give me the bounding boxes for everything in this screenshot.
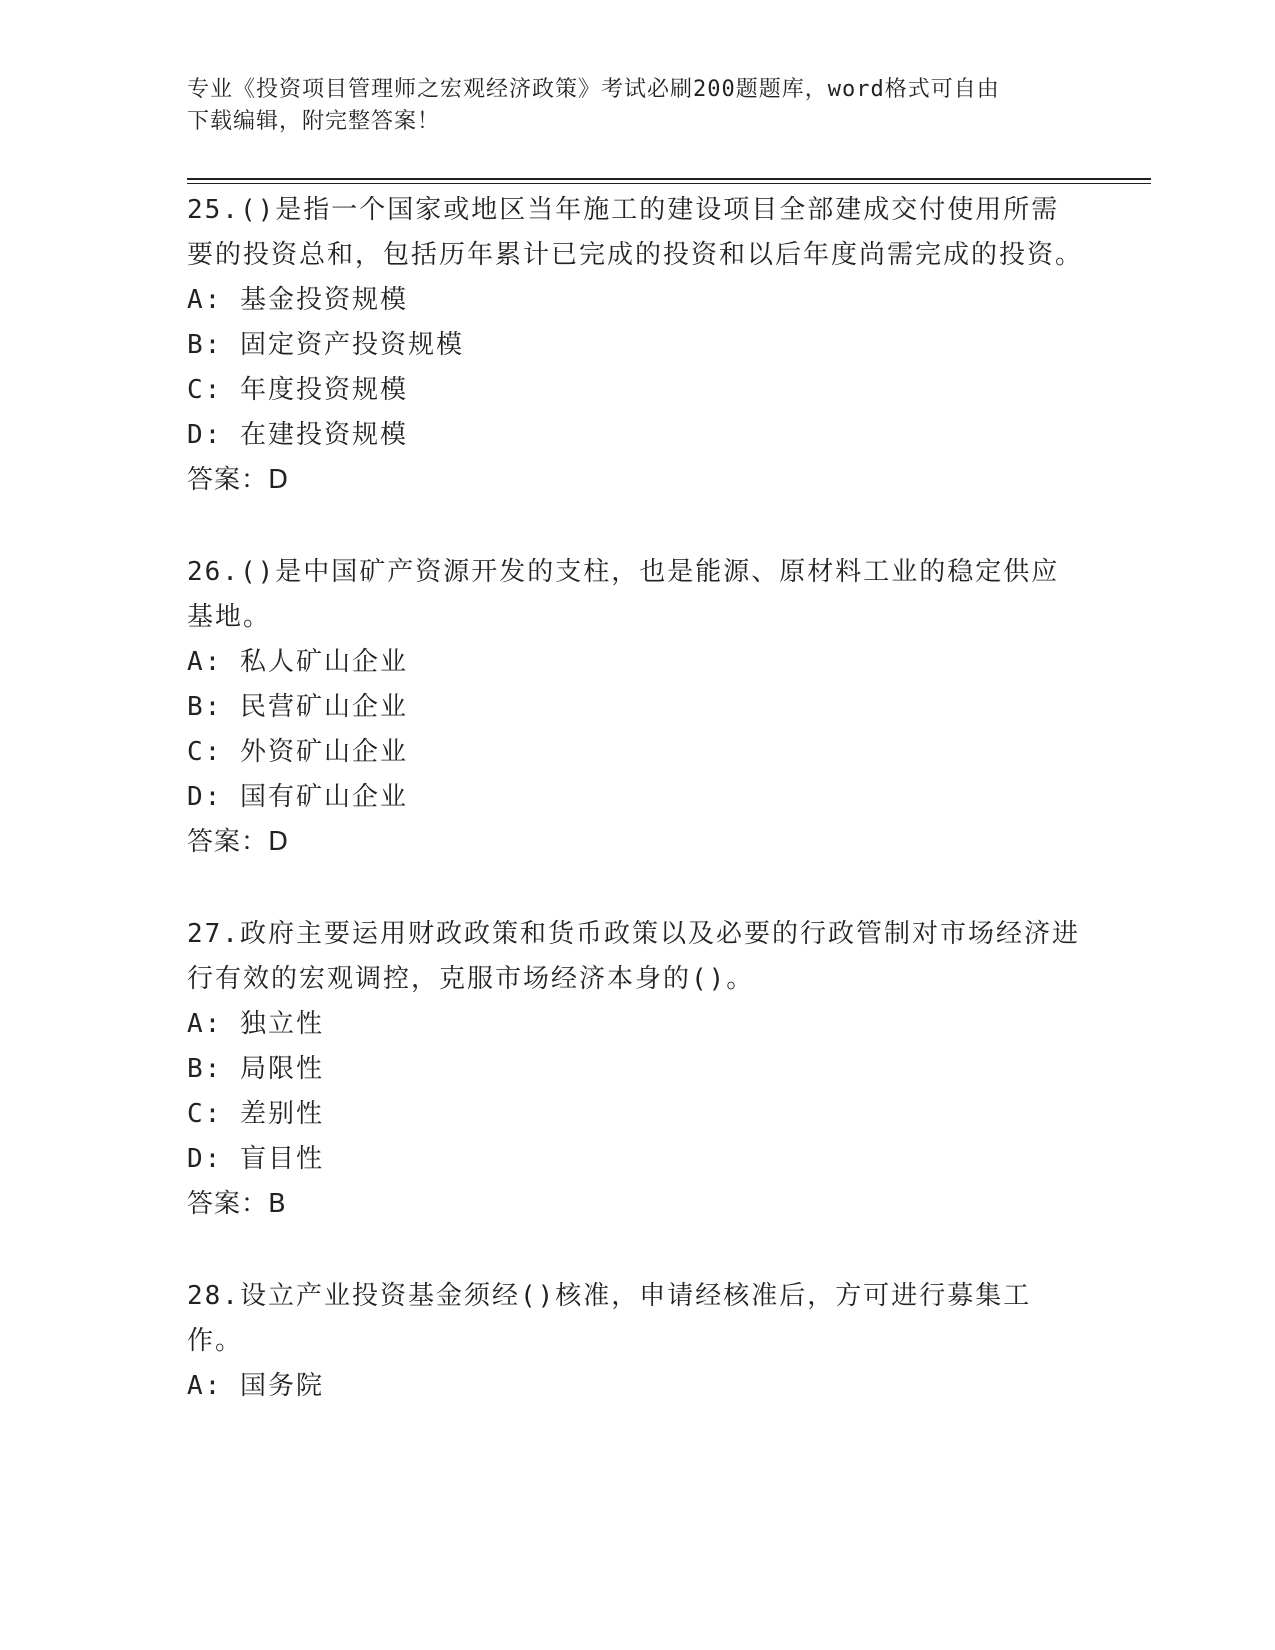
document-header xyxy=(187,74,1067,138)
option-a: A: 国务院 xyxy=(187,1371,324,1401)
question-26 xyxy=(187,550,1087,865)
option-a: A: 独立性 xyxy=(187,1009,324,1039)
option-c: C: 外资矿山企业 xyxy=(187,737,408,767)
spacer xyxy=(187,865,1087,912)
question-28 xyxy=(187,1274,1087,1409)
option-b: B: 固定资产投资规模 xyxy=(187,330,464,360)
header-divider-thick xyxy=(187,178,1151,180)
question-stem: 27.政府主要运用财政政策和货币政策以及必要的行政管制对市场经济进行有效的宏观调控，克服市场经济本身的()。 xyxy=(187,919,1080,994)
option-d: D: 国有矿山企业 xyxy=(187,782,408,812)
question-stem: 28.设立产业投资基金须经()核准，申请经核准后，方可进行募集工作。 xyxy=(187,1281,1032,1356)
option-d: D: 盲目性 xyxy=(187,1144,324,1174)
option-c: C: 年度投资规模 xyxy=(187,375,408,405)
header-line-1: 专业《投资项目管理师之宏观经济政策》考试必刷200题题库，word格式可自由 xyxy=(187,77,1000,102)
question-stem: 26.()是中国矿产资源开发的支柱，也是能源、原材料工业的稳定供应基地。 xyxy=(187,557,1060,632)
option-a: A: 私人矿山企业 xyxy=(187,647,408,677)
option-d: D: 在建投资规模 xyxy=(187,420,408,450)
question-list xyxy=(187,188,1087,1409)
option-a: A: 基金投资规模 xyxy=(187,285,408,315)
answer: 答案：D xyxy=(187,827,290,857)
answer: 答案：D xyxy=(187,465,290,495)
option-c: C: 差别性 xyxy=(187,1099,324,1129)
header-line-2: 下载编辑，附完整答案！ xyxy=(187,109,441,134)
question-stem: 25.()是指一个国家或地区当年施工的建设项目全部建成交付使用所需要的投资总和，包括历年累计已完成的投资和以后年度尚需完成的投资。 xyxy=(187,195,1084,270)
spacer xyxy=(187,503,1087,550)
option-b: B: 民营矿山企业 xyxy=(187,692,408,722)
header-divider-thin xyxy=(187,183,1151,184)
question-27 xyxy=(187,912,1087,1227)
option-b: B: 局限性 xyxy=(187,1054,324,1084)
answer: 答案：B xyxy=(187,1189,287,1219)
spacer xyxy=(187,1227,1087,1274)
question-25 xyxy=(187,188,1087,503)
